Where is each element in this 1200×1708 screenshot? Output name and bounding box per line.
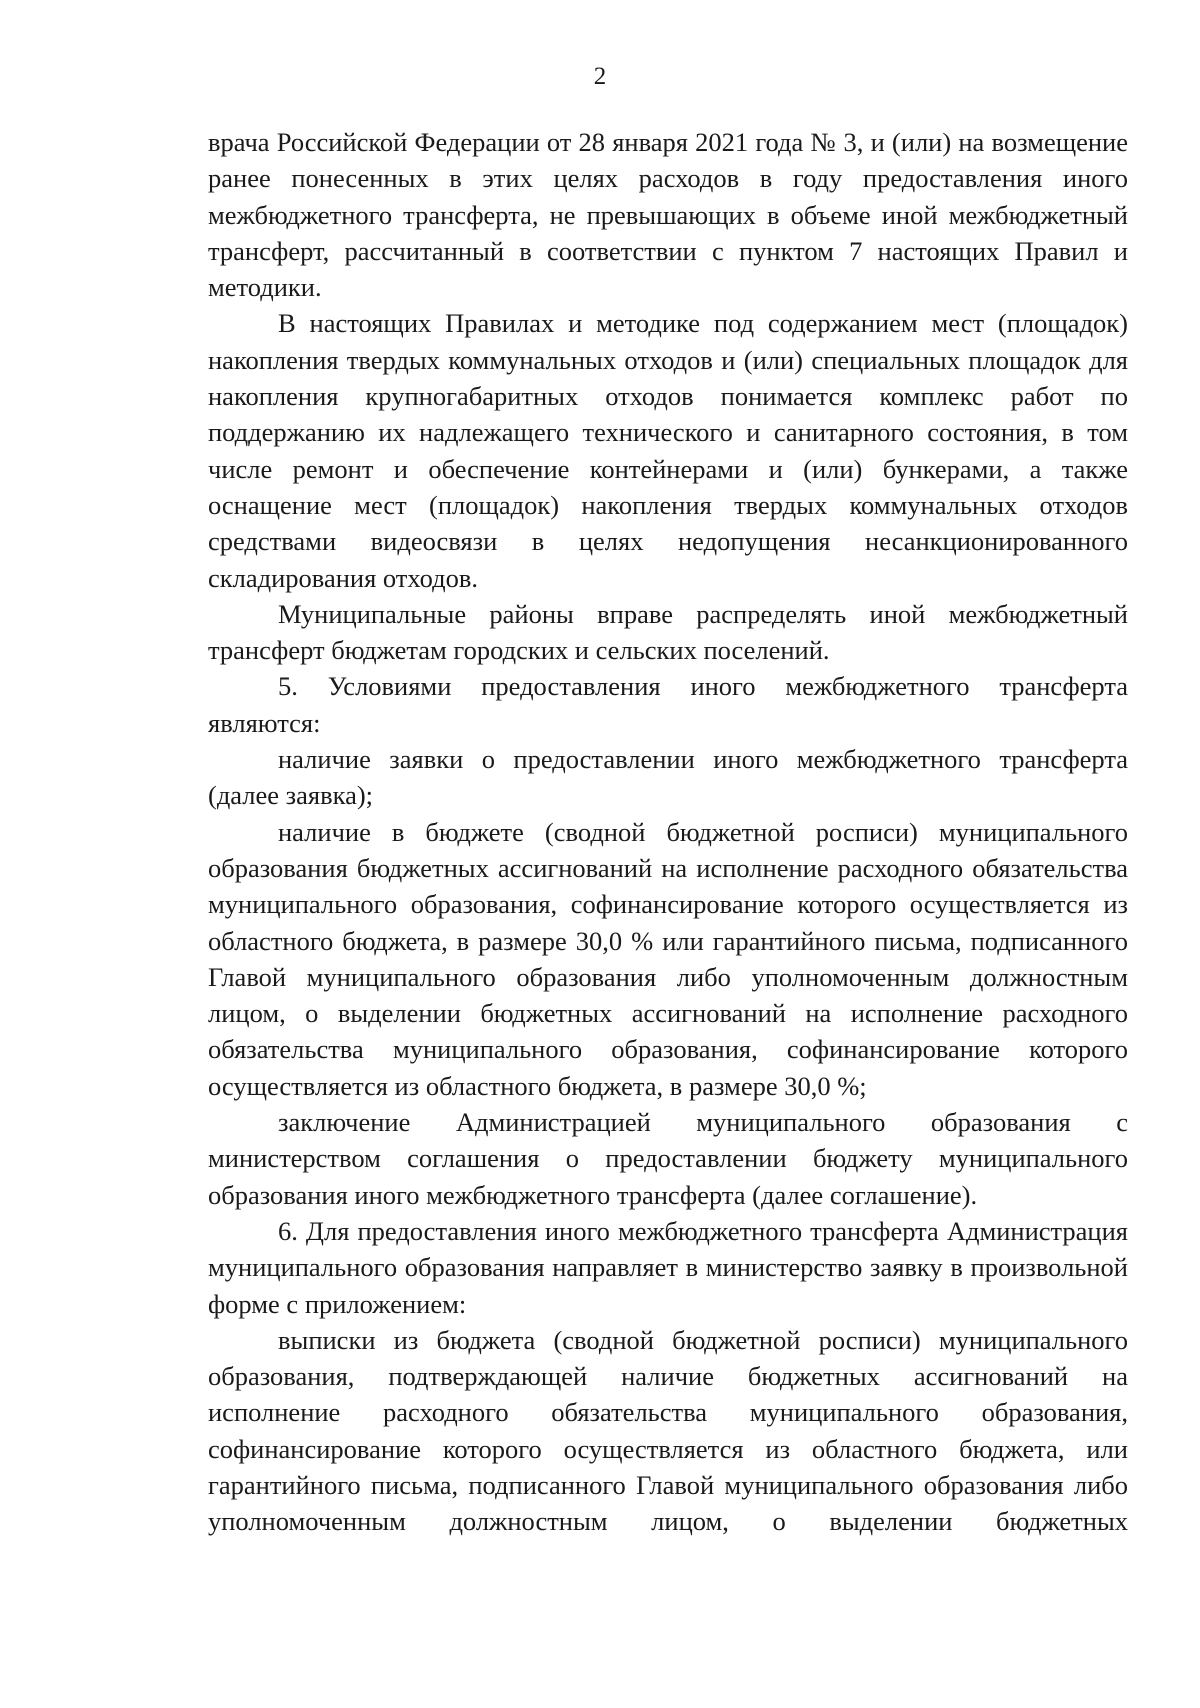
paragraph-2: В настоящих Правилах и методике под содержанием мест (площадок) накопления твердых коммунальных отходов и (или) специальных площадок для накопления крупногабаритных отходов понимается комплекс работ по поддержанию их надлежащего технического и санитарного состояния, в том числе ремонт и обеспечение контейнерами и (или) бункерами, а также оснащение мест (площадок) накопления твердых коммунальных отходов средствами видеосвязи в целях недопущения несанкционированного складирования отходов. [208,308,1128,593]
document-body [208,124,1128,1540]
paragraph-9: выписки из бюджета (сводной бюджетной росписи) муниципального образования, подтверждающей наличие бюджетных ассигнований на исполнение расходного обязательства муниципального образования, софинансирование которого осуществляется из областного бюджета, или гарантийного письма, подписанного Главой муниципального образования либо уполномоченным должностным лицом, о выделении бюджетных [208,1324,1128,1537]
page-number: 2 [593,63,607,90]
paragraph-3: Муниципальные районы вправе распределять иной межбюджетный трансферт бюджетам городских и сельских поселений. [208,598,1128,666]
paragraph-1: врача Российской Федерации от 28 января 2021 года № 3, и (или) на возмещение ранее понесенных в этих целях расходов в году предоставления иного межбюджетного трансферта, не превышающих в объеме иной межбюджетный трансферт, рассчитанный в соответствии с пунктом 7 настоящих Правил и методики. [208,127,1128,303]
paragraph-6: наличие в бюджете (сводной бюджетной росписи) муниципального образования бюджетных ассигнований на исполнение расходного обязательства муниципального образования, софинансирование которого осуществляется из областного бюджета, в размере 30,0 % или гарантийного письма, подписанного Главой муниципального образования либо уполномоченным должностным лицом, о выделении бюджетных ассигнований на исполнение расходного обязательства муниципального образования, софинансирование которого осуществляется из областного бюджета, в размере 30,0 %; [208,816,1128,1101]
paragraph-8: 6. Для предоставления иного межбюджетного трансферта Администрация муниципального образования направляет в министерство заявку в произвольной форме с приложением: [208,1215,1128,1319]
paragraph-7: заключение Администрацией муниципального образования с министерством соглашения о предоставлении бюджету муниципального образования иного межбюджетного трансферта (далее соглашение). [208,1107,1128,1210]
paragraph-5: наличие заявки о предоставлении иного межбюджетного трансферта (далее заявка); [208,744,1128,811]
paragraph-4: 5. Условиями предоставления иного межбюджетного трансферта являются: [208,671,1128,738]
